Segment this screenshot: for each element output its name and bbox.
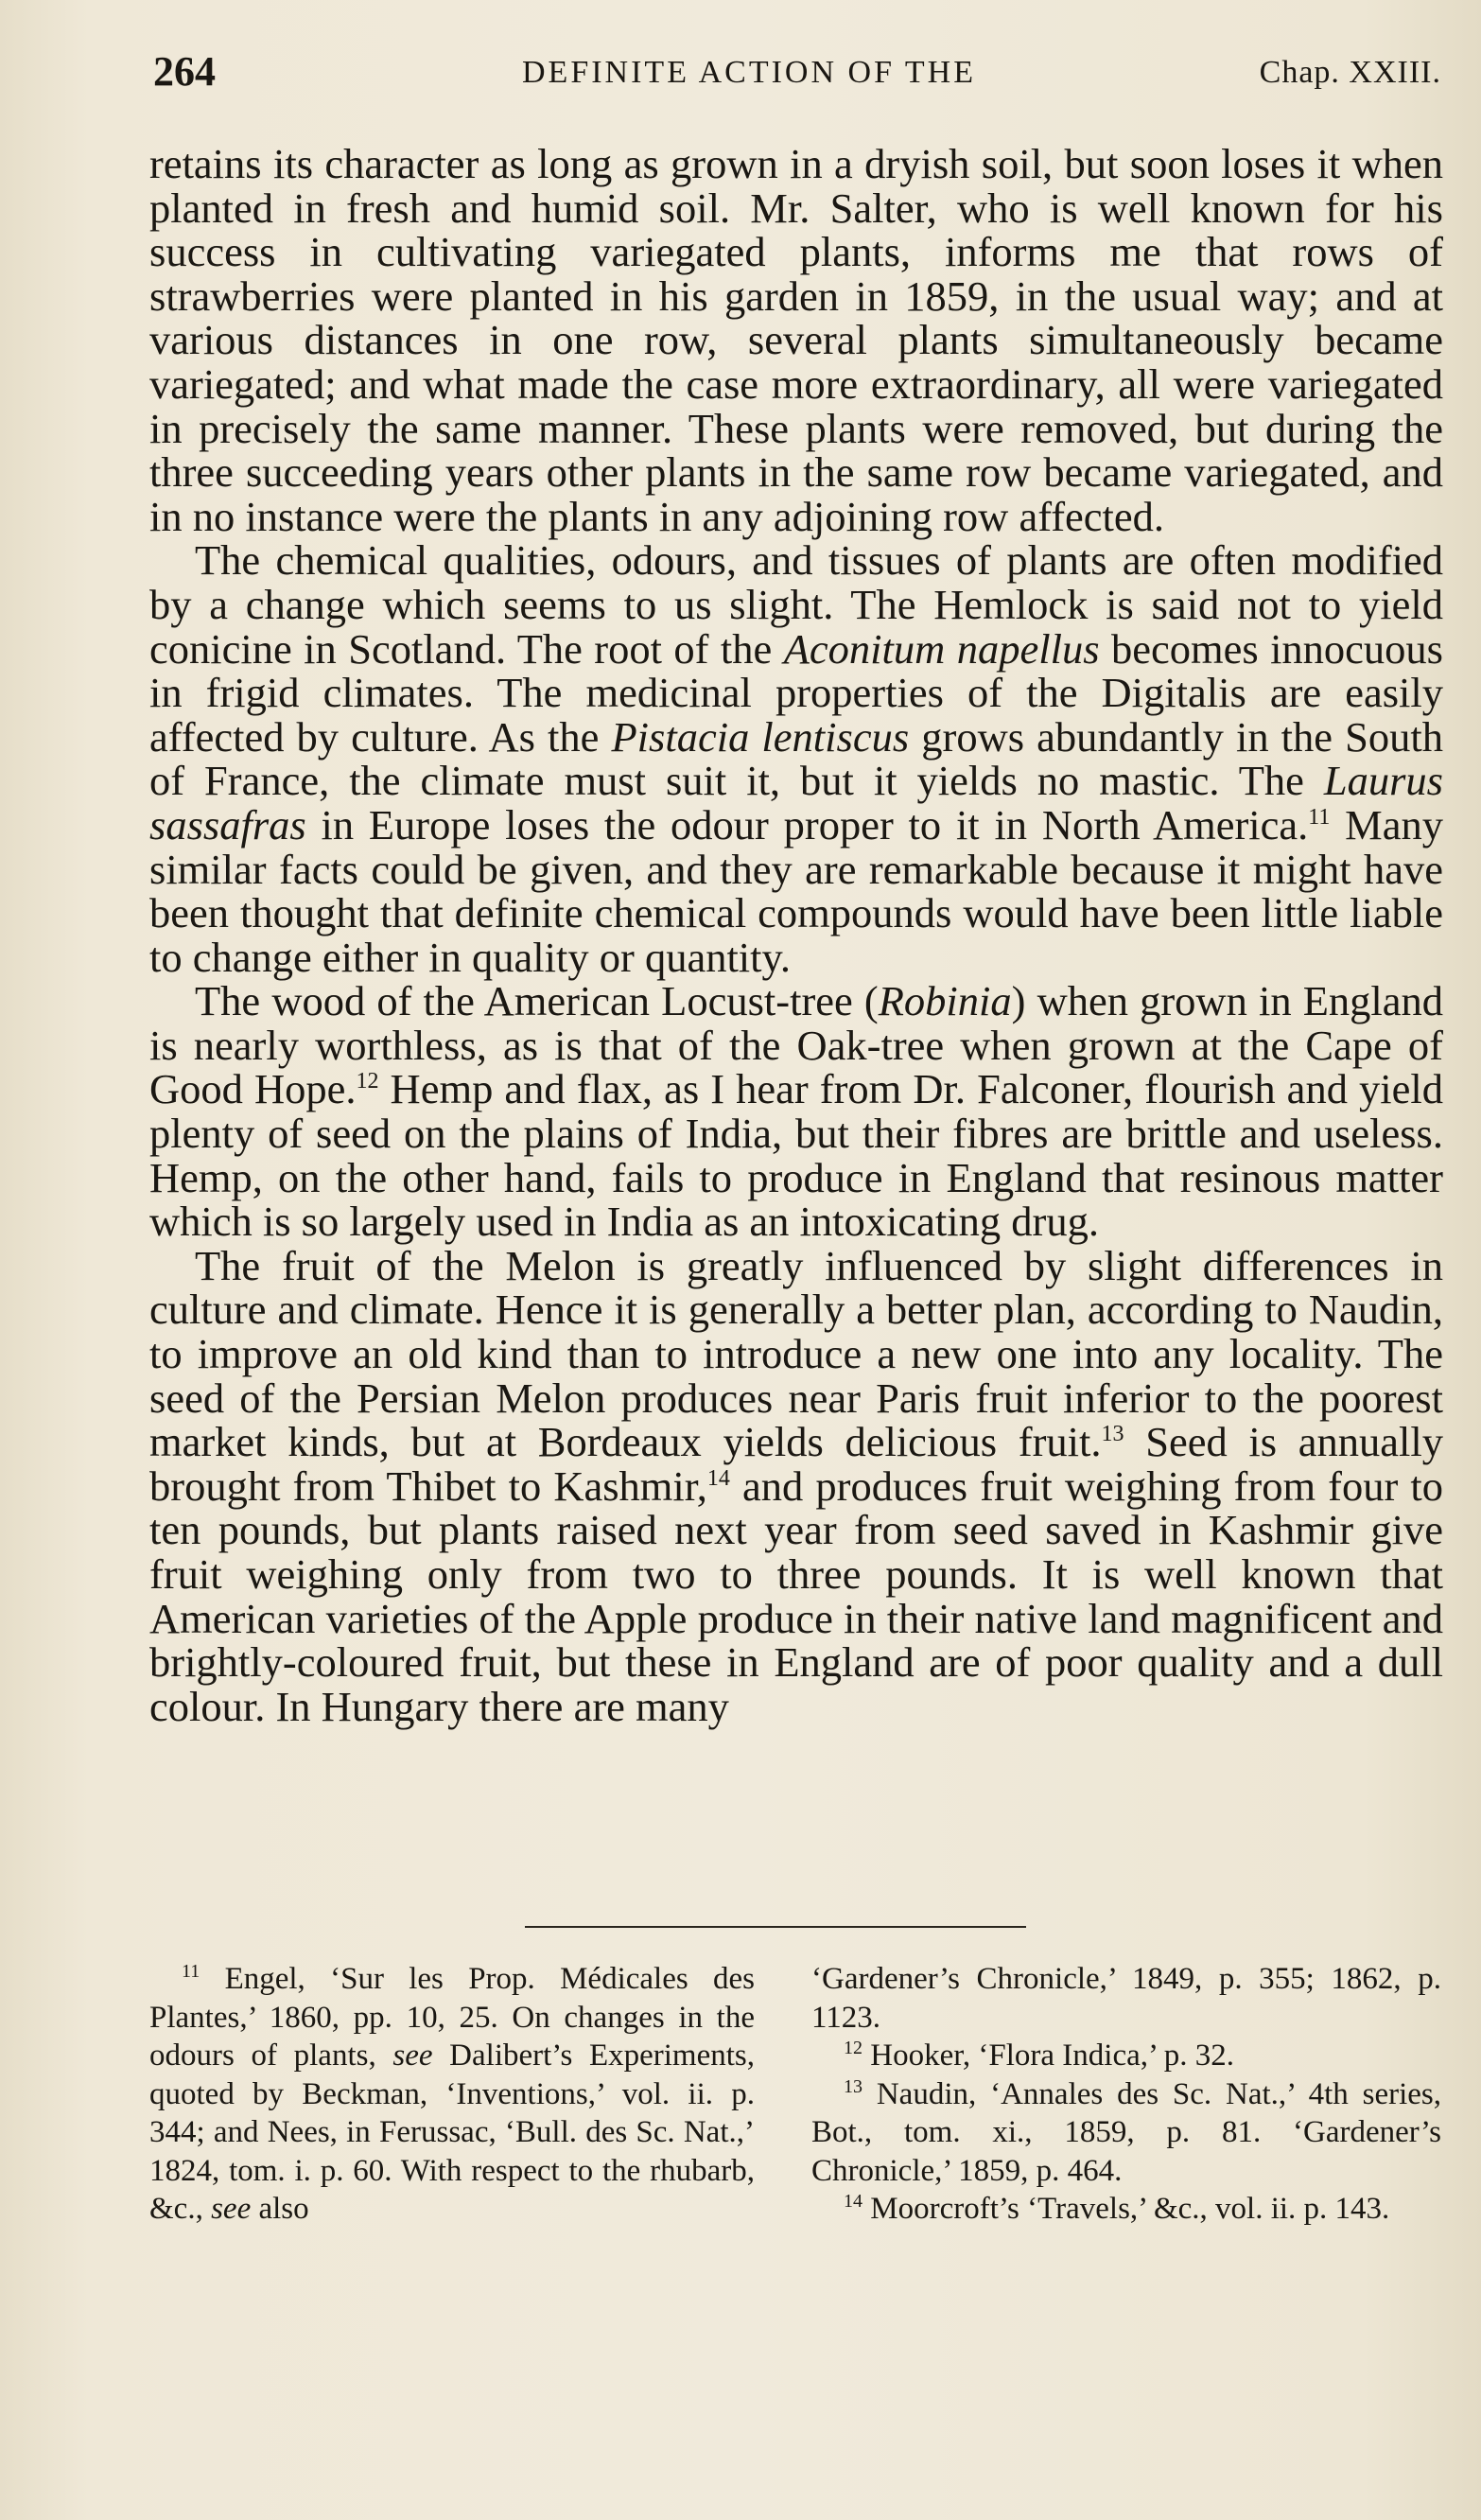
text-run: and produces fruit weighing from four to ten pounds, but plants raised next year from seed saved in Kashmir give fruit weighing only from two to three pounds. It is well known that American varieties of the Apple produce in their native land magnificent and brightly-coloured fruit, but these in England are of poor quality and a dull colour. In Hungary there are many <box>149 1461 1444 1730</box>
italic-text: Robinia <box>878 977 1012 1025</box>
paragraph <box>149 979 1443 1244</box>
text-run: in Europe loses the odour proper to it in North America. <box>305 800 1309 849</box>
text-run: ) when grown in England is nearly worthless, as is that of the Oak-tree when grown at the Cape of Good Hope. <box>149 977 1443 1113</box>
text-run: ‘Gardener’s Chronicle,’ 1849, p. 355; 1862, p. 1123. <box>811 1962 1441 2035</box>
text-run: Seed is annually brought from Thibet to Kashmir, <box>149 1418 1443 1510</box>
footnote-marker: 14 <box>844 2191 862 2212</box>
footnote-marker: 12 <box>844 2038 862 2058</box>
footnote-continuation <box>811 1960 1441 2037</box>
footnote <box>149 1960 755 2229</box>
footnote <box>811 2190 1441 2229</box>
italic-text: see <box>392 2039 433 2073</box>
italic-text: Pistacia lentiscus <box>611 712 910 761</box>
text-run: becomes innocuous in frigid climates. The medicinal properties of the Digitalis are easily affected by culture. As the <box>149 624 1443 761</box>
text-run: retains its character as long as grown in a dryish soil, but soon loses it when planted in fresh and humid soil. Mr. Salter, who is well known for his success in cultivating variegated plants, informs me that rows of strawberries were planted in his garden in 1859, in the usual way; and at various distances in one row, several plants simultaneously became variegated; and what made the case more extraordinary, all were variegated in precisely the same manner. These plants were removed, but during the three succeeding years other plants in the same row became variegated, and in no instance were the plants in any adjoining row affected. <box>149 140 1443 540</box>
footnote <box>811 2037 1441 2075</box>
text-run: Moorcroft’s ‘Travels,’ &c., vol. ii. p. 143. <box>862 2192 1390 2226</box>
footnote-marker: 13 <box>1101 1422 1124 1447</box>
paragraph <box>149 538 1443 979</box>
italic-text: Aconitum napellus <box>783 624 1100 673</box>
text-run: The fruit of the Melon is greatly influenced by slight differences in culture and climate. Hence it is generally a better plan, according to Naudin, to improve an old kind than to introduce a new one into any locality. The seed of the Persian Melon produces near Paris fruit inferior to the poorest market kinds, but at Bordeaux yields delicious fruit. <box>149 1241 1443 1466</box>
running-header <box>153 47 1441 104</box>
text-run: Hemp and flax, as I hear from Dr. Falconer, flourish and yield plenty of seed on the plains of India, but their fibres are brittle and useless. Hemp, on the other hand, fails to produce in England that resinous matter which is so largely used in India as an intoxicating drug. <box>149 1065 1443 1246</box>
footnotes-left-column <box>149 1960 755 2229</box>
text-run: Naudin, ‘Annales des Sc. Nat.,’ 4th series, Bot., tom. xi., 1859, p. 81. ‘Gardener’s Chronicle,’ 1859, p. 464. <box>811 2076 1441 2188</box>
footnote-divider <box>525 1926 1026 1928</box>
text-run: also <box>251 2192 309 2226</box>
text-run: The wood of the American Locust-tree ( <box>195 977 879 1025</box>
text-run: The chemical qualities, odours, and tissues of plants are often modified by a change which seems to us slight. The Hemlock is said not to yield conicine in Scotland. The root of the <box>149 536 1443 673</box>
footnotes-right-column <box>811 1960 1441 2229</box>
text-run: Dalibert’s Experiments, quoted by Beckman, ‘Inventions,’ vol. ii. p. 344; and Nees, in Ferussac, ‘Bull. des Sc. Nat.,’ 1824, tom. i. p. 60. With respect to the rhubarb, &c., <box>149 2039 755 2226</box>
page-number: 264 <box>153 48 216 95</box>
footnote-marker: 13 <box>844 2075 862 2097</box>
footnote-marker: 11 <box>1308 805 1331 831</box>
running-title: DEFINITE ACTION OF THE <box>522 55 976 90</box>
text-run: Many similar facts could be given, and they are remarkable because it might have been thought that definite chemical compounds would have been little liable to change either in quality or quantity. <box>149 800 1443 981</box>
italic-text: Laurus sassafras <box>149 757 1443 849</box>
paragraph <box>149 1241 1444 1730</box>
paragraph <box>149 142 1443 538</box>
footnote <box>811 2075 1441 2191</box>
text-run: grows abundantly in the South of France, the climate must suit it, but it yields no mastic. The <box>149 712 1443 805</box>
text-run: Engel, ‘Sur les Prop. Médicales des Plantes,’ 1860, pp. 10, 25. On changes in the odours of plants, <box>149 1962 755 2073</box>
text-run: Hooker, ‘Flora Indica,’ p. 32. <box>862 2039 1235 2073</box>
footnote-marker: 14 <box>706 1465 730 1491</box>
italic-text: see <box>211 2192 252 2226</box>
chapter-reference: Chap. XXIII. <box>1259 55 1441 90</box>
footnote-marker: 11 <box>182 1961 200 1982</box>
main-text <box>149 142 1443 1728</box>
footnote-marker: 12 <box>356 1069 379 1094</box>
